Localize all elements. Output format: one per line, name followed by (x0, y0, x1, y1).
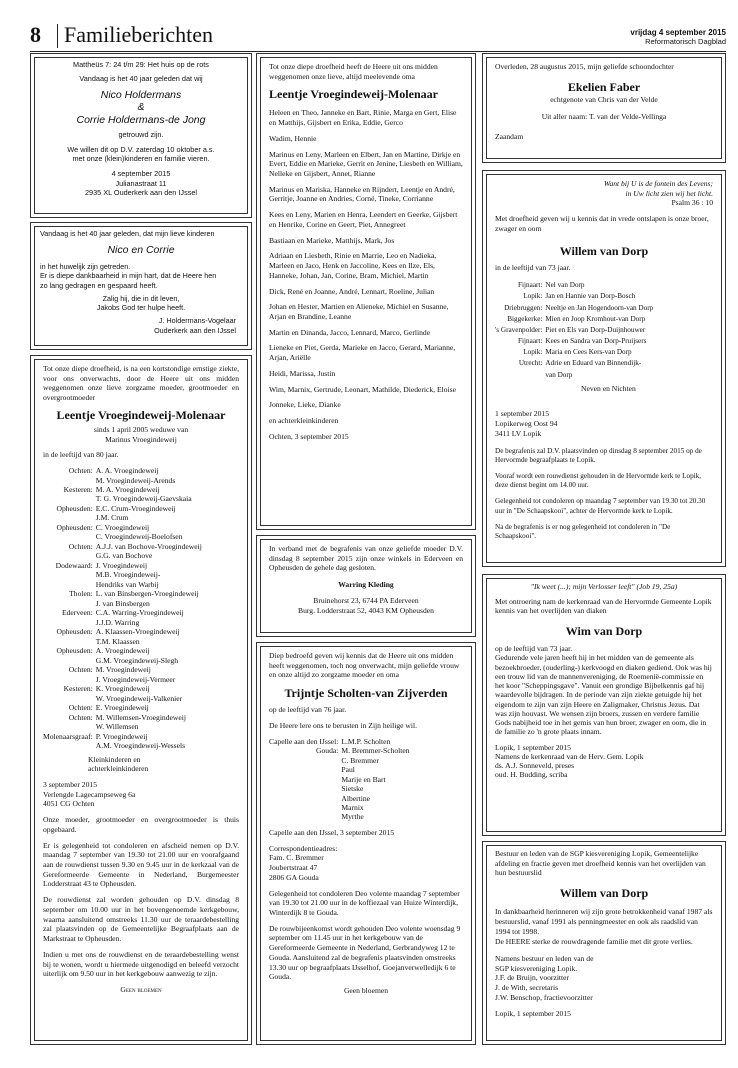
obituary-ad (30, 355, 252, 1045)
family-row (495, 370, 653, 381)
family-groups (269, 108, 463, 441)
family-place (43, 722, 96, 731)
family-row (43, 684, 202, 693)
family-place: Dodewaard: (55, 560, 93, 570)
family-group: Jonneke, Lieke, Dianke (269, 400, 341, 410)
ad-paragraph-2: Vooraf wordt een rouwdienst gehouden in de Hervormde kerk te Lopik, deze dienst begint om 14.00 uur. (495, 472, 702, 490)
family-list (269, 737, 410, 822)
family-group: Kees en Leny, Marien en Henra, Leendert en Geerke, Gijsbert en Henrike, Corine en Geert, Piet, Annegreet (269, 210, 458, 229)
sgp-obituary-ad (482, 841, 726, 1045)
family-names: A.M. Vroegindeweij-Wessels (95, 741, 186, 751)
family-row (43, 561, 202, 570)
family-row (269, 756, 410, 765)
family-names: T. G. Vroegindeweij-Gaevskaia (95, 494, 192, 504)
family-group: Martin en Dinanda, Jacco, Lennard, Marco, Gerlinde (269, 327, 431, 337)
van-dorp-family-inner (486, 174, 722, 563)
family-place (43, 656, 96, 665)
family-place: Ochten: (68, 712, 93, 722)
family-row (495, 347, 653, 358)
nephews: Neven en Nichten (581, 383, 636, 393)
spouse-line: echtgenote van Chris van der Velde (550, 94, 658, 104)
ad-paragraph-3: De rouwdienst zal worden gehouden op D.V. dinsdag 8 september om 10.00 uur in het bovengenoemde kerkgebouw, waarna aansluitend omstreeks 11.30 uur de teraardebestelling zal plaatsvinden op de Gemeentelijke Begraafplaats aan de Markstraat te Opheusden. (43, 895, 239, 944)
scholten-obituary-inner (260, 646, 472, 1041)
ad-signature: Lopik, 1 september 2015 Namens de kerkenraad van de Herv. Gem. Lopik ds. A.J. Sonneveld, preses oud. H. Budding, scriba (495, 742, 644, 780)
family-row (495, 358, 653, 369)
ad-verse: Zalig hij, die in dit leven, Jakobs God ter hulpe heeft. (96, 293, 186, 313)
family-row (269, 784, 410, 793)
family-row (43, 551, 202, 560)
ad-footer: Geen bloemen (343, 986, 389, 996)
family-place (43, 570, 96, 579)
deceased-name: Willem van Dorp (559, 886, 649, 901)
family-names: C. Bremmer (341, 755, 379, 765)
family-place: Fijnaart: (518, 337, 543, 346)
family-row (43, 694, 202, 703)
family-names: A. A. Vroegindeweij (95, 466, 159, 476)
family-names: Adrie en Eduard van Binnendijk- (545, 359, 642, 368)
header-meta (630, 28, 726, 46)
family-row (43, 476, 202, 485)
family-place (43, 580, 96, 589)
family-names: J. van Binsbergen (95, 598, 150, 608)
family-row (43, 646, 202, 655)
obituary-ad-inner (34, 359, 248, 1041)
ad-footer: Geen bloemen (120, 984, 162, 994)
family-names: Hendriks van Warbij (95, 579, 159, 589)
ad-verse: Want bij U is de fontein des Levens; in Uw licht zien wij het licht. (603, 179, 713, 198)
ad-signature: J. Holdermans-Vogelaar Ouderkerk aan den IJssel (154, 316, 236, 335)
family-place (269, 812, 341, 821)
church-council-obituary (482, 574, 726, 836)
family-names: Jan en Hannie van Dorp-Bosch (545, 292, 636, 301)
ad-body: op de leeftijd van 73 jaar. Gedurende vele jaren heeft hij in het midden van de gemeente als bezoekbroeder, (ouderling-) kerkvoogd en diaken gediend. Ook was hij een trouw lid van de mannenvereniging, de Roemenië-commissie en het koor "Scheppingsgave". Vanuit een grondige Bijbelkennis gaf hij waardevolle bijdragen. In de periode van zijn ziekte getuigde hij het eigendom te zijn van zijn Heere en Zaligmaker, Christus Jezus. Dat was zijn houvast. We wensen zijn broers, zussen en verdere familie Gods nabijheid toe in het gemis van hun broer, zwager en oom, die in de familie zo 'n grote plaats innam. (495, 644, 712, 737)
deceased-age: op de leeftijd van 76 jaar. (269, 705, 347, 715)
family-row (43, 599, 202, 608)
family-row (43, 665, 202, 674)
family-row (269, 803, 410, 812)
family-row (43, 618, 202, 627)
family-row (495, 336, 653, 347)
ad-paragraph-1: Gelegenheid tot condoleren Deo volente maandag 7 september van 19.30 tot 21.00 uur in de koffiezaal van Huize Winterdijk, Winterdijk 8 te Gouda. (269, 888, 460, 917)
family-group: Dick, René en Joanne, André, Lennart, Roeline, Julian (269, 286, 435, 296)
company-name: Warring Kleding (338, 580, 394, 590)
ad-paragraph-2: De rouwbijeenkomst wordt gehouden Deo volente woensdag 9 september om 11.45 uur in het kerkgebouw van de Gereformeerde Gemeente in Nederland, Gerbrandyweg 12 te Gouda. Aansluitend zal de begrafenis plaatsvinden omstreeks 13.30 uur op begraafplaats IJsselhof, Goejanverwelledijk 6 te Gouda. (269, 923, 461, 982)
ad-paragraph-4: Na de begrafenis is er nog gelegenheid tot condoleren in "De Schaapskooi". (495, 522, 671, 541)
ad-paragraph-1: De begrafenis zal D.V. plaatsvinden op dinsdag 8 september 2015 op de Hervormde begraafplaats te Lopik. (495, 446, 702, 464)
family-row (43, 637, 202, 646)
family-place (43, 618, 96, 627)
family-list (43, 466, 202, 751)
family-place (269, 794, 341, 803)
family-row (495, 325, 653, 336)
family-place: Molenaarsgraaf: (43, 731, 93, 741)
family-place: Ochten: (68, 466, 93, 476)
correspondence-address: Correspondentieadres: Fam. C. Bremmer Joubertstraat 47 2806 GA Gouda (269, 843, 338, 882)
family-row (495, 303, 653, 314)
family-place: Opheusden: (56, 503, 93, 513)
family-row (269, 737, 410, 746)
family-names: J.J.D. Warring (95, 617, 140, 627)
family-place: Lopik: (523, 348, 543, 357)
family-group: en achterkleinkinderen (269, 415, 339, 425)
family-row (43, 466, 202, 475)
family-names: Nel van Dorp (545, 281, 585, 290)
family-names: Kees en Sandra van Dorp-Pruijsers (545, 337, 647, 346)
widow-of: sinds 1 april 2005 weduwe van Marinus Vroegindeweij (93, 424, 189, 444)
anniversary-ad-inner (34, 57, 248, 214)
ad-verse: Mattheüs 7: 24 t/m 29: Het huis op de rots (73, 60, 209, 69)
sgp-obituary-inner (486, 845, 722, 1041)
ad-verse: "Ik weet (...); mijn Verlosser leeft" (Job 19, 25a) (530, 582, 678, 591)
ad-paragraph-4: Indien u met ons de rouwdienst en de teraardebestelling wenst bij te wonen, wordt u hiermede uitgenodigd en beleefd verzocht uiterlijk om 9.50 uur in het kerkgebouw aanwezig te zijn. (43, 949, 239, 979)
family-group: Heidi, Marissa, Justin (269, 368, 336, 378)
ad-text: We willen dit op D.V. zaterdag 10 oktober a.s. met onze (klein)kinderen en familie vieren. (67, 144, 215, 164)
deceased-name: Trijntje Scholten-van Zijverden (284, 686, 448, 701)
grandchildren: Kleinkinderen en achterkleinkinderen (88, 754, 149, 774)
ad-place: Zaandam (495, 132, 524, 142)
family-place: Gouda: (316, 746, 339, 756)
family-place: Utrecht: (518, 359, 543, 368)
family-row (495, 291, 653, 302)
family-names: Marnix (341, 802, 364, 812)
family-row (269, 812, 410, 821)
family-names: Myrthe (341, 812, 364, 822)
family-row (43, 589, 202, 598)
shop-closure-inner (260, 539, 472, 633)
family-place: Opheusden: (56, 627, 93, 637)
family-place: Biggekerke: (507, 314, 543, 323)
family-row (43, 627, 202, 636)
family-place: Ederveen: (61, 608, 93, 618)
family-place (43, 741, 96, 750)
family-names: W. Willemsen (95, 722, 139, 732)
van-dorp-family-obituary (482, 170, 726, 567)
family-row (43, 675, 202, 684)
faber-obituary-inner (486, 57, 722, 159)
family-group: Wadim, Hennie (269, 133, 317, 143)
family-names: M. A. Vroegindeweij (95, 485, 160, 494)
family-row (269, 775, 410, 784)
ad-address: 3 september 2015 Verlengde Lagecampseweg 6a 4051 CG Ochten (43, 780, 136, 809)
family-place (43, 532, 96, 541)
family-names: Paul (341, 765, 355, 775)
family-names: Mien en Joop Kromhout-van Dorp (545, 314, 646, 323)
header-divider (57, 24, 58, 48)
ad-signature: Namens bestuur en leden van de SGP kiesvereniging Lopik. J.F. de Bruijn, voorzitter J. de With, secretaris J.W. Benschop, fractievoorzitter (495, 954, 594, 1002)
family-place: Ochten: (68, 541, 93, 551)
family-row (43, 732, 202, 741)
ad-text: in het huwelijk zijn getreden. Er is diepe dankbaarheid in mijn hart, dat de Heere hen zo lang gedragen en gespaard heeft. (40, 262, 217, 290)
family-names: E. Vroegindeweij (95, 703, 149, 713)
family-names: A.J.J. van Bochove-Vroegindeweij (95, 541, 202, 551)
family-row (43, 485, 202, 494)
family-row (269, 746, 410, 755)
deceased-age: in de leeftijd van 73 jaar. (495, 262, 571, 272)
family-names: G.M. Vroegindeweij-Slegh (95, 655, 179, 665)
couple-ampersand: & (137, 101, 145, 114)
family-place: Capelle aan den IJssel: (269, 736, 339, 746)
family-names: J. Vroegindeweij (95, 560, 148, 570)
ad-intro: Vandaag is het 40 jaar geleden dat wij (79, 74, 203, 84)
couple-name-2: Corrie Holdermans-de Jong (76, 113, 206, 126)
family-place: Kesteren: (63, 684, 93, 694)
ad-verse: De Heere lere ons te berusten in Zijn heilige wil. (269, 720, 418, 730)
family-group: Marinus en Leny, Marleen en Elbert, Jan en Martine, Dirkje en Evert, Eddie en Marieke, Gerrit en Jenine, Liesbeth en William, Nelleke en Gijsbert, Annet, Rianne (269, 149, 463, 179)
family-row (43, 532, 202, 541)
family-group: Heleen en Theo, Janneke en Bart, Rinie, Marga en Gert, Elise en Matthijs, Gijsbert en Erika, Eddie, Gerco (269, 108, 457, 128)
section-title: Familieberichten (64, 22, 214, 47)
ad-intro: Met ontroering nam de kerkenraad van de Hervormde Gemeente Lopik kennis van het overlijden van diaken (495, 596, 712, 616)
deceased-name: Leentje Vroegindeweij-Molenaar (56, 407, 226, 422)
family-group: Wim, Marnix, Gertrude, Leonart, Mathilde, Diederick, Eloise (269, 384, 456, 394)
family-row (43, 513, 202, 522)
header-date: vrijdag 4 september 2015 (630, 28, 726, 37)
couple-name-1: Nico Holdermans (100, 88, 182, 101)
family-row (43, 656, 202, 665)
family-row (495, 280, 653, 291)
family-row (43, 608, 202, 617)
family-row (43, 703, 202, 712)
family-names: L. van Binsbergen-Vroegindeweij (95, 589, 199, 599)
family-row (43, 494, 202, 503)
family-group: Marinus en Mariska, Hanneke en Rijndert, Leentje en André, Gerritje, Joanne en Andries, Corné, Tineke, Corrianne (269, 184, 455, 204)
scholten-obituary-ad (256, 642, 476, 1045)
ad-address: 1 september 2015 Lopikerweg Oost 94 3411 LV Lopik (495, 409, 558, 438)
family-names: Maria en Cees Kers-van Dorp (545, 348, 632, 357)
family-place (43, 513, 96, 522)
family-names: Albertine (341, 793, 371, 803)
ad-intro: Vandaag is het 40 jaar geleden, dat mijn lieve kinderen (40, 229, 215, 238)
family-names: J.M. Crum (95, 513, 129, 523)
family-names: P. Vroegindeweij (95, 731, 148, 741)
family-names: C.A. Warring-Vroegindeweij (95, 608, 184, 618)
ad-paragraph-3: Gelegenheid tot condoleren op maandag 7 september van 19.30 tot 20.30 uur in "De Schaapskooi", achter de Hervormde kerk te Lopik. (495, 497, 706, 515)
family-group: Ochten, 3 september 2015 (269, 431, 349, 441)
grandchildren-obituary-ad (256, 53, 476, 530)
ad-paragraph-2: Er is gelegenheid tot condoleren en afscheid nemen op D.V. maandag 7 september van 19.30 tot 21.00 uur en voorafgaand aan de rouwdienst tussen 9.30 en 9.45 uur in de kerkzaal van de Gereformeerde Gemeente in Nederland, Burgemeester Lodderstraat 43 te Opheusden. (43, 840, 239, 889)
family-place (43, 494, 96, 503)
family-row (495, 314, 653, 325)
family-group: Adriaan en Liesbeth, Rinie en Marrie, Leo en Nadieka, Marleen en Jaco, Henk en Jaccoline, Kees en Ilze, Els, Hanneke, Johan, Jan, Corine, Bram, Michiel, Martin (269, 251, 437, 280)
ad-married: getrouwd zijn. (118, 130, 164, 140)
family-row (43, 523, 202, 532)
parent-congratulation-inner (34, 226, 248, 346)
family-place (495, 370, 545, 381)
family-place: Opheusden: (56, 646, 93, 656)
family-place: 's Gravenpolder: (495, 325, 543, 334)
verse-reference: Psalm 36 : 10 (671, 198, 713, 208)
church-council-inner (486, 578, 722, 832)
family-place: Ochten: (68, 703, 93, 713)
family-names: L.M.P. Scholten (341, 736, 391, 746)
ad-intro: Bestuur en leden van de SGP kiesvereniging Lopik, Gemeentelijke afdeling en fractie geven met droefheid kennis van het overlijden van hun bestuurslid (495, 849, 706, 878)
ad-intro: Met droefheid geven wij u kennis dat in vrede ontslapen is onze broer, zwager en oom (495, 214, 709, 233)
family-place (269, 784, 341, 793)
ad-date: Capelle aan den IJssel, 3 september 2015 (269, 827, 395, 837)
family-names: M. Bremmer-Scholten (341, 746, 410, 756)
family-place (43, 551, 96, 560)
family-row (269, 765, 410, 774)
family-row (43, 741, 202, 750)
deceased-name: Leentje Vroegindeweij-Molenaar (269, 87, 438, 102)
family-names: G.G. van Bochove (95, 551, 153, 561)
ad-address: 4 september 2015 Julianastraat 11 2935 XL Ouderkerk aan den IJssel (84, 169, 198, 198)
family-names: T.M. Klaassen (95, 636, 140, 646)
family-names: C. Vroegindeweij-Boelofsen (95, 532, 183, 542)
header-rule (30, 51, 726, 52)
family-names: Piet en Els van Dorp-Duijnhouwer (545, 325, 646, 334)
ad-intro: Overleden, 28 augustus 2015, mijn geliefde schoondochter (495, 62, 674, 71)
ad-intro: Tot onze diepe droefheid, is na een kortstondige ernstige ziekte, voor ons onverwachts, door de Heere uit ons midden weggenomen onze lieve zorgzame moeder, grootmoeder en overgrootmoeder (43, 364, 239, 403)
couple-name: Nico en Corrie (107, 244, 175, 257)
family-names: M. Vroegindeweij-Arends (95, 475, 176, 485)
family-names: W. Vroegindeweij-Valkenier (95, 693, 183, 703)
family-place (43, 599, 96, 608)
family-names: M.B. Vroegindeweij- (95, 570, 161, 580)
family-place (269, 803, 341, 812)
family-place (43, 675, 96, 684)
family-row (43, 542, 202, 551)
family-names: A. Klaassen-Vroegindeweij (95, 627, 180, 637)
family-names: M. Willemsen-Vroegindeweij (95, 712, 186, 722)
family-group: Johan en Hester, Martien en Alieneke, Michiel en Susanne, Arjan en Brandine, Leanne (269, 302, 449, 321)
parent-congratulation-ad (30, 222, 252, 350)
family-list (495, 280, 653, 380)
family-row (43, 504, 202, 513)
family-names: A. Vroegindeweij (95, 646, 150, 656)
family-names: E.C. Crum-Vroegindeweij (95, 503, 176, 513)
family-place: Tholen: (69, 589, 93, 599)
family-names: Marije en Bart (341, 774, 386, 784)
anniversary-ad (30, 53, 252, 218)
shop-closure-ad (256, 535, 476, 637)
ad-signature: Uit aller naam: T. van der Velde-Vellinga (541, 112, 667, 122)
family-place: Kesteren: (63, 485, 93, 494)
ad-intro: Tot onze diepe droefheid heeft de Heere uit ons midden weggenomen onze lieve, altijd meelevende oma (269, 62, 438, 81)
ad-date: Lopik, 1 september 2015 (495, 1008, 571, 1018)
deceased-age: in de leeftijd van 80 jaar. (43, 450, 119, 460)
family-names: C. Vroegindeweij (95, 522, 150, 532)
family-row (43, 722, 202, 731)
family-names: Neeltje en Jan Hogendoorn-van Dorp (545, 303, 654, 312)
grandchildren-obituary-inner (260, 57, 472, 526)
header-publication: Reformatorisch Dagblad (645, 37, 726, 46)
family-place: Fijnaart: (518, 281, 543, 290)
family-place: Driebruggen: (504, 303, 543, 312)
family-names: J. Vroegindeweij-Vermeer (95, 674, 176, 684)
family-row (43, 713, 202, 722)
family-row (269, 794, 410, 803)
family-place (269, 765, 341, 774)
faber-obituary-ad (482, 53, 726, 163)
ad-paragraph-1: In dankbaarheid herinneren wij zijn grote betrokkenheid vanaf 1987 als bestuurslid, vanaf 1991 als penningmeester en ook als raadslid van 1994 tot 1998. (495, 907, 713, 936)
family-place (269, 756, 341, 765)
ad-paragraph-1: Onze moeder, grootmoeder en overgrootmoeder is thuis opgebaard. (43, 815, 239, 834)
deceased-name: Ekelien Faber (567, 79, 641, 94)
family-place (43, 476, 96, 485)
family-row (43, 570, 202, 579)
ad-text: In verband met de begrafenis van onze geliefde moeder D.V. dinsdag 8 september 2015 zijn onze winkels in Ederveen en Opheusden de gehele dag gesloten. (269, 544, 463, 573)
deceased-name: Wim van Dorp (565, 624, 643, 639)
family-place: Ochten: (68, 665, 93, 675)
family-group: Lieneke en Piet, Gerda, Marieke en Jacco, Gerard, Marianne, Arjan, Ariëlle (269, 343, 456, 363)
family-names: M. Vroegindeweij (95, 665, 151, 675)
family-names: van Dorp (545, 370, 573, 379)
family-place (43, 637, 96, 646)
family-place (269, 775, 341, 784)
family-names: Sietske (341, 784, 364, 794)
family-place: Lopik: (523, 292, 543, 301)
family-place: Opheusden: (56, 522, 93, 532)
deceased-name: Willem van Dorp (559, 243, 649, 258)
ad-intro: Diep bedroefd geven wij kennis dat de Heere uit ons midden heeft weggenomen, toch nog onverwacht, mijn geliefde vrouw en onze altijd zo zorgzame moeder en oma (269, 651, 460, 680)
family-place (43, 694, 96, 703)
page-number: 8 (30, 22, 41, 47)
company-address: Bruinehorst 23, 6744 PA Ederveen Burg. Lodderstraat 52, 4043 KM Opheusden (298, 595, 434, 615)
family-names: K. Vroegindeweij (95, 684, 150, 694)
family-row (43, 580, 202, 589)
family-group: Bastiaan en Marieke, Matthijs, Mark, Jos (269, 235, 395, 245)
ad-paragraph-2: De HEERE sterke de rouwdragende familie met dit grote verlies. (495, 937, 693, 947)
